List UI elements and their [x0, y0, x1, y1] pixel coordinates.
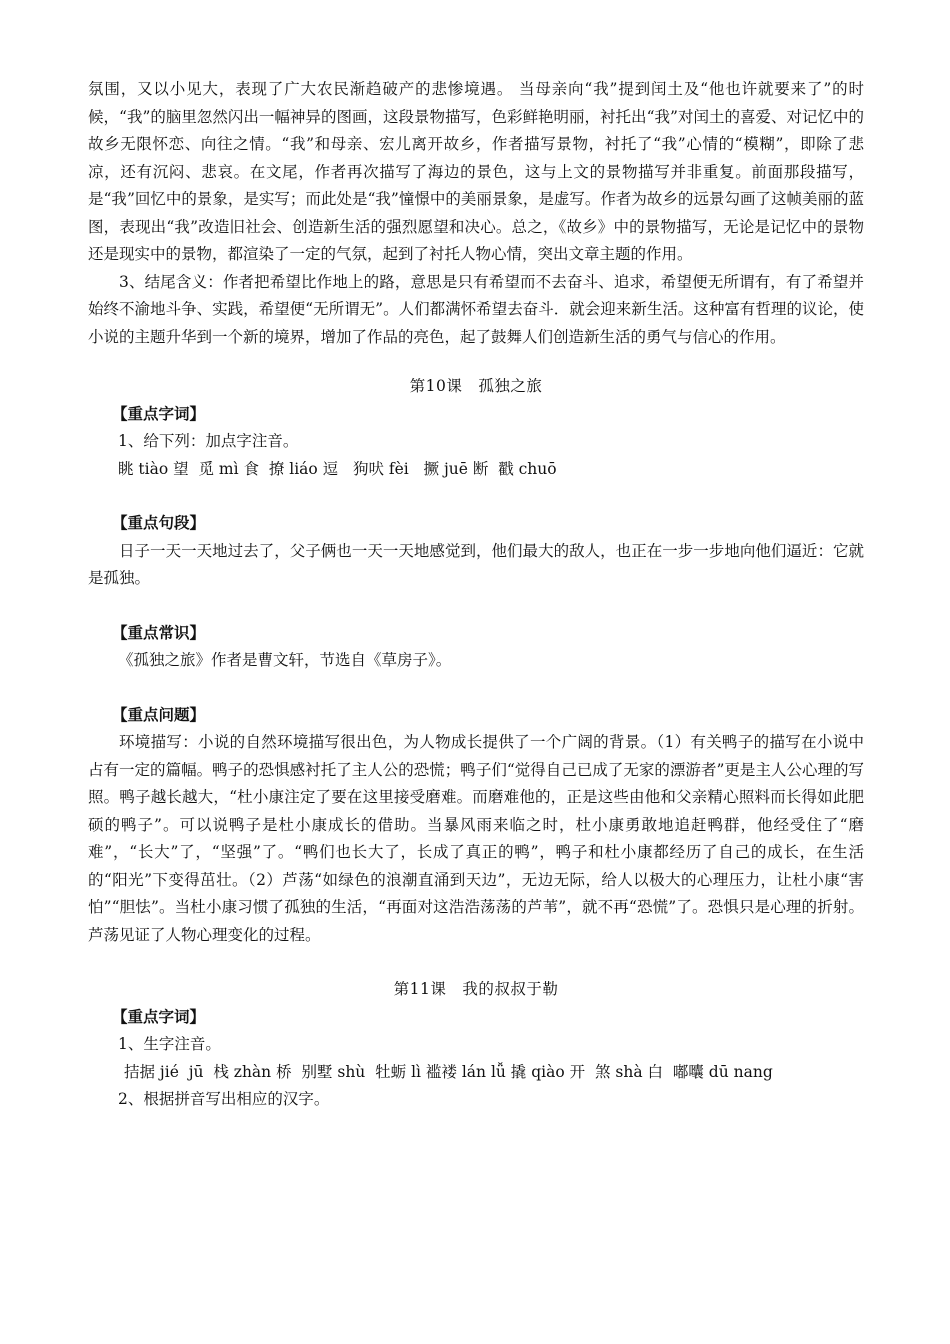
lesson10-knowledge-text: 《孤独之旅》作者是曹文轩，节选自《草房子》。 — [118, 651, 452, 669]
lesson11-words-heading: 【重点字词】 — [112, 1007, 206, 1026]
intro-paragraph: 氛围，又以小见大，表现了广大农民渐趋破产的悲惨境遇。 当母亲向“我”提到闰土及“他也许就要来了”的时候，“我”的脑里忽然闪出一幅神异的图画，这段景物描写，色彩鲜艳明丽，衬托出“我”对闰土的喜爱、对记忆中的故乡无限怀恋、向往之情。“我”和母亲、宏儿离开故乡，作者描写景物，衬托了“我”心情的“模糊”，即除了悲凉，还有沉闷、悲哀。在文尾，作者再次描写了海边的景色，这与上文的景物描写并非重复。前面那段描写，是“我”回忆中的景象，是实写；而此处是“我”憧憬中的美丽景象，是虚写。作者为故乡的远景勾画了这帧美丽的蓝图，表现出“我”改造旧社会、创造新生活的强烈愿望和决心。总之，《故乡》中的景物描写，无论是记忆中的景物还是现实中的景物，都渲染了一定的气氛，起到了衬托人物心情，突出文章主题的作用。 — [88, 80, 864, 263]
lesson11-pinyin-list: 拮据 jié jū 栈 zhàn 桥 别墅 shù 牡蛎 lì 褴褛 lán lǚ 撬 qiào 开 煞 shà 白 嘟囔 dū nang — [124, 1062, 773, 1081]
lesson10-sentence-text: 日子一天一天地过去了，父子俩也一天一天地感觉到，他们最大的敌人，也正在一步一步地向他们逼近：它就是孤独。 — [88, 541, 864, 587]
lesson11-item1: 1、生字注音。 — [118, 1035, 221, 1053]
lesson10-question-text: 环境描写：小说的自然环境描写很出色，为人物成长提供了一个广阔的背景。（1）有关鸭子的描写在小说中占有一定的篇幅。鸭子的恐惧感衬托了主人公的恐慌；鸭子们“觉得自己已成了无家的漂游者”更是主人公心理的写照。鸭子越长越大，“杜小康注定了要在这里接受磨难。而磨难他的，正是这些由他和父亲精心照料而长得如此肥硕的鸭子”。可以说鸭子是杜小康成长的借助。当暴风雨来临之时，杜小康勇敢地追赶鸭群，他经受住了“磨难”，“长大”了，“坚强”了。“鸭们也长大了，长成了真正的鸭”，鸭子和杜小康都经历了自己的成长，在生活的“阳光”下变得茁壮。（2）芦荡“如绿色的浪潮直涌到天边”，无边无际，给人以极大的心理压力，让杜小康“害怕”“胆怯”。当杜小康习惯了孤独的生活，“再面对这浩浩荡荡的芦苇”，就不再“恐慌”了。恐惧只是心理的折射。芦荡见证了人物心理变化的过程。 — [88, 733, 864, 944]
lesson10-title: 第10课 孤独之旅 — [409, 377, 543, 395]
lesson10-words-instruction: 1、给下列：加点字注音。 — [118, 432, 299, 450]
lesson11-item2: 2、根据拼音写出相应的汉字。 — [118, 1090, 330, 1108]
lesson10-knowledge-heading: 【重点常识】 — [112, 623, 206, 642]
lesson10-words-list: 眺 tiào 望 觅 mì 食 撩 liáo 逗 狗吠 fèi 撅 juē 断 戳 chuō — [118, 459, 557, 478]
lesson10-words-heading: 【重点字词】 — [112, 404, 206, 423]
ending-meaning-paragraph: 3、结尾含义：作者把希望比作地上的路，意思是只有希望而不去奋斗、追求，希望便无所谓有，有了希望并始终不渝地斗争、实践，希望便“无所谓无”。人们都满怀希望去奋斗．就会迎来新生活。这种富有哲理的议论，使小说的主题升华到一个新的境界，增加了作品的亮色，起了鼓舞人们创造新生活的勇气与信心的作用。 — [88, 272, 864, 346]
lesson10-question-heading: 【重点问题】 — [112, 705, 206, 724]
lesson11-title: 第11课 我的叔叔于勒 — [393, 980, 559, 998]
document-page — [88, 76, 864, 1114]
lesson10-sentence-heading: 【重点句段】 — [112, 514, 206, 532]
